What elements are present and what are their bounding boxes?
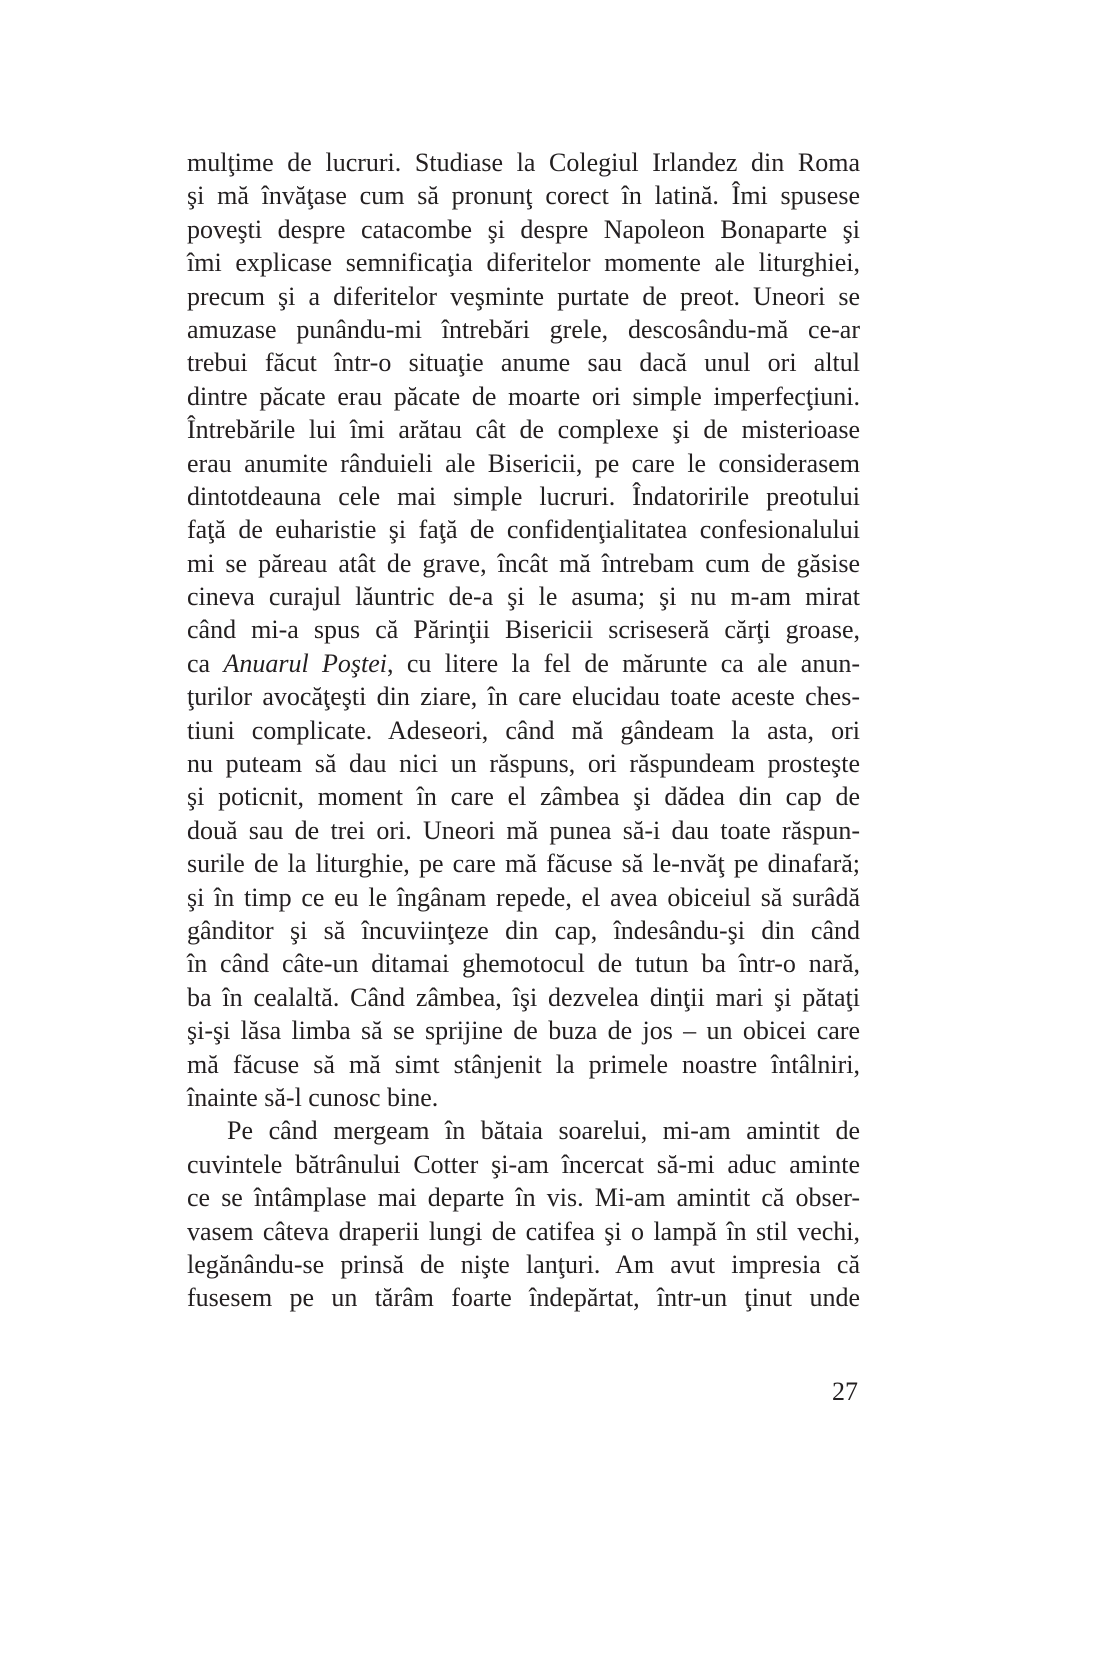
text-line: Întrebările lui îmi arătau cât de complexe şi de misterioase: [187, 415, 860, 445]
text-line: şi în timp ce eu le îngânam repede, el avea obiceiul să surâdă: [187, 882, 860, 912]
text-line: gânditor şi să încuviinţeze din cap, îndesându-şi din când: [187, 915, 860, 945]
text-line: trebui făcut într-o situaţie anume sau dacă unul ori altul: [187, 348, 860, 378]
text-line: surile de la liturghie, pe care mă făcuse să le-nvăţ pe dinafară;: [187, 849, 860, 879]
text-line: şi poticnit, moment în care el zâmbea şi dădea din cap de: [187, 782, 860, 812]
text-line: şi-şi lăsa limba să se sprijine de buza de jos – un obicei care: [187, 1016, 860, 1046]
text-segment: , cu litere la fel de mărunte ca ale anun-: [387, 648, 860, 678]
text-line: cuvintele bătrânului Cotter şi-am încercat să-mi aduc aminte: [187, 1149, 860, 1179]
paragraph-start-line: Pe când mergeam în bătaia soarelui, mi-am amintit de: [227, 1116, 860, 1146]
text-line: mulţime de lucruri. Studiase la Colegiul Irlandez din Roma: [187, 148, 860, 177]
text-line: cineva curajul lăuntric de-a şi le asuma; şi nu m-am mirat: [187, 582, 860, 612]
text-line: precum şi a diferitelor veşminte purtate de preot. Uneori se: [187, 281, 860, 311]
text-line: vasem câteva draperii lungi de catifea şi o lampă în stil vechi,: [187, 1216, 860, 1246]
text-segment: ca: [187, 648, 211, 678]
text-line: dintotdeauna cele mai simple lucruri. Îndatoririle preotului: [187, 481, 860, 511]
text-line: înainte să-l cunosc bine.: [187, 1082, 439, 1112]
text-line: îmi explicase semnificaţia diferitelor momente ale liturghiei,: [187, 248, 860, 278]
text-line: fusesem pe un tărâm foarte îndepărtat, într-un ţinut unde: [187, 1283, 860, 1313]
text-line: faţă de euharistie şi faţă de confidenţialitatea confesionalului: [187, 515, 860, 545]
text-line: ce se întâmplase mai departe în vis. Mi-am amintit că obser-: [187, 1183, 860, 1213]
text-line: în când câte-un ditamai ghemotocul de tutun ba într-o nară,: [187, 949, 860, 979]
text-line: tiuni complicate. Adeseori, când mă gândeam la asta, ori: [187, 715, 860, 745]
text-line: nu puteam să dau nici un răspuns, ori răspundeam prosteşte: [187, 749, 860, 779]
text-line: legănându-se prinsă de nişte lanţuri. Am avut impresia că: [187, 1249, 860, 1279]
text-line: ba în cealaltă. Când zâmbea, îşi dezvelea dinţii mari şi pătaţi: [187, 982, 860, 1012]
text-line: două sau de trei ori. Uneori mă punea să-i dau toate răspun-: [187, 815, 860, 845]
text-line: ţurilor avocăţeşti din ziare, în care elucidau toate aceste ches-: [187, 682, 860, 712]
italic-title: Anuarul Poştei: [223, 648, 387, 678]
text-line: poveşti despre catacombe şi despre Napoleon Bonaparte şi: [187, 214, 860, 244]
text-line: mă făcuse să mă simt stânjenit la primele noastre întâlniri,: [187, 1049, 860, 1079]
text-line: când mi-a spus că Părinţii Bisericii scriseseră cărţi groase,: [187, 615, 860, 645]
text-line: erau anumite rânduieli ale Bisericii, pe care le considerasem: [187, 448, 860, 478]
text-line: mi se păreau atât de grave, încât mă întrebam cum de găsise: [187, 548, 860, 578]
text-line: amuzase punându-mi întrebări grele, descosându-mă ce-ar: [187, 314, 860, 344]
page-number: 27: [832, 1377, 858, 1406]
body-text: [187, 146, 860, 1315]
text-line: dintre păcate erau păcate de moarte ori simple imperfecţiuni.: [187, 381, 860, 411]
text-line: şi mă învăţase cum să pronunţ corect în latină. Îmi spusese: [187, 181, 860, 211]
text-line: [187, 647, 860, 680]
